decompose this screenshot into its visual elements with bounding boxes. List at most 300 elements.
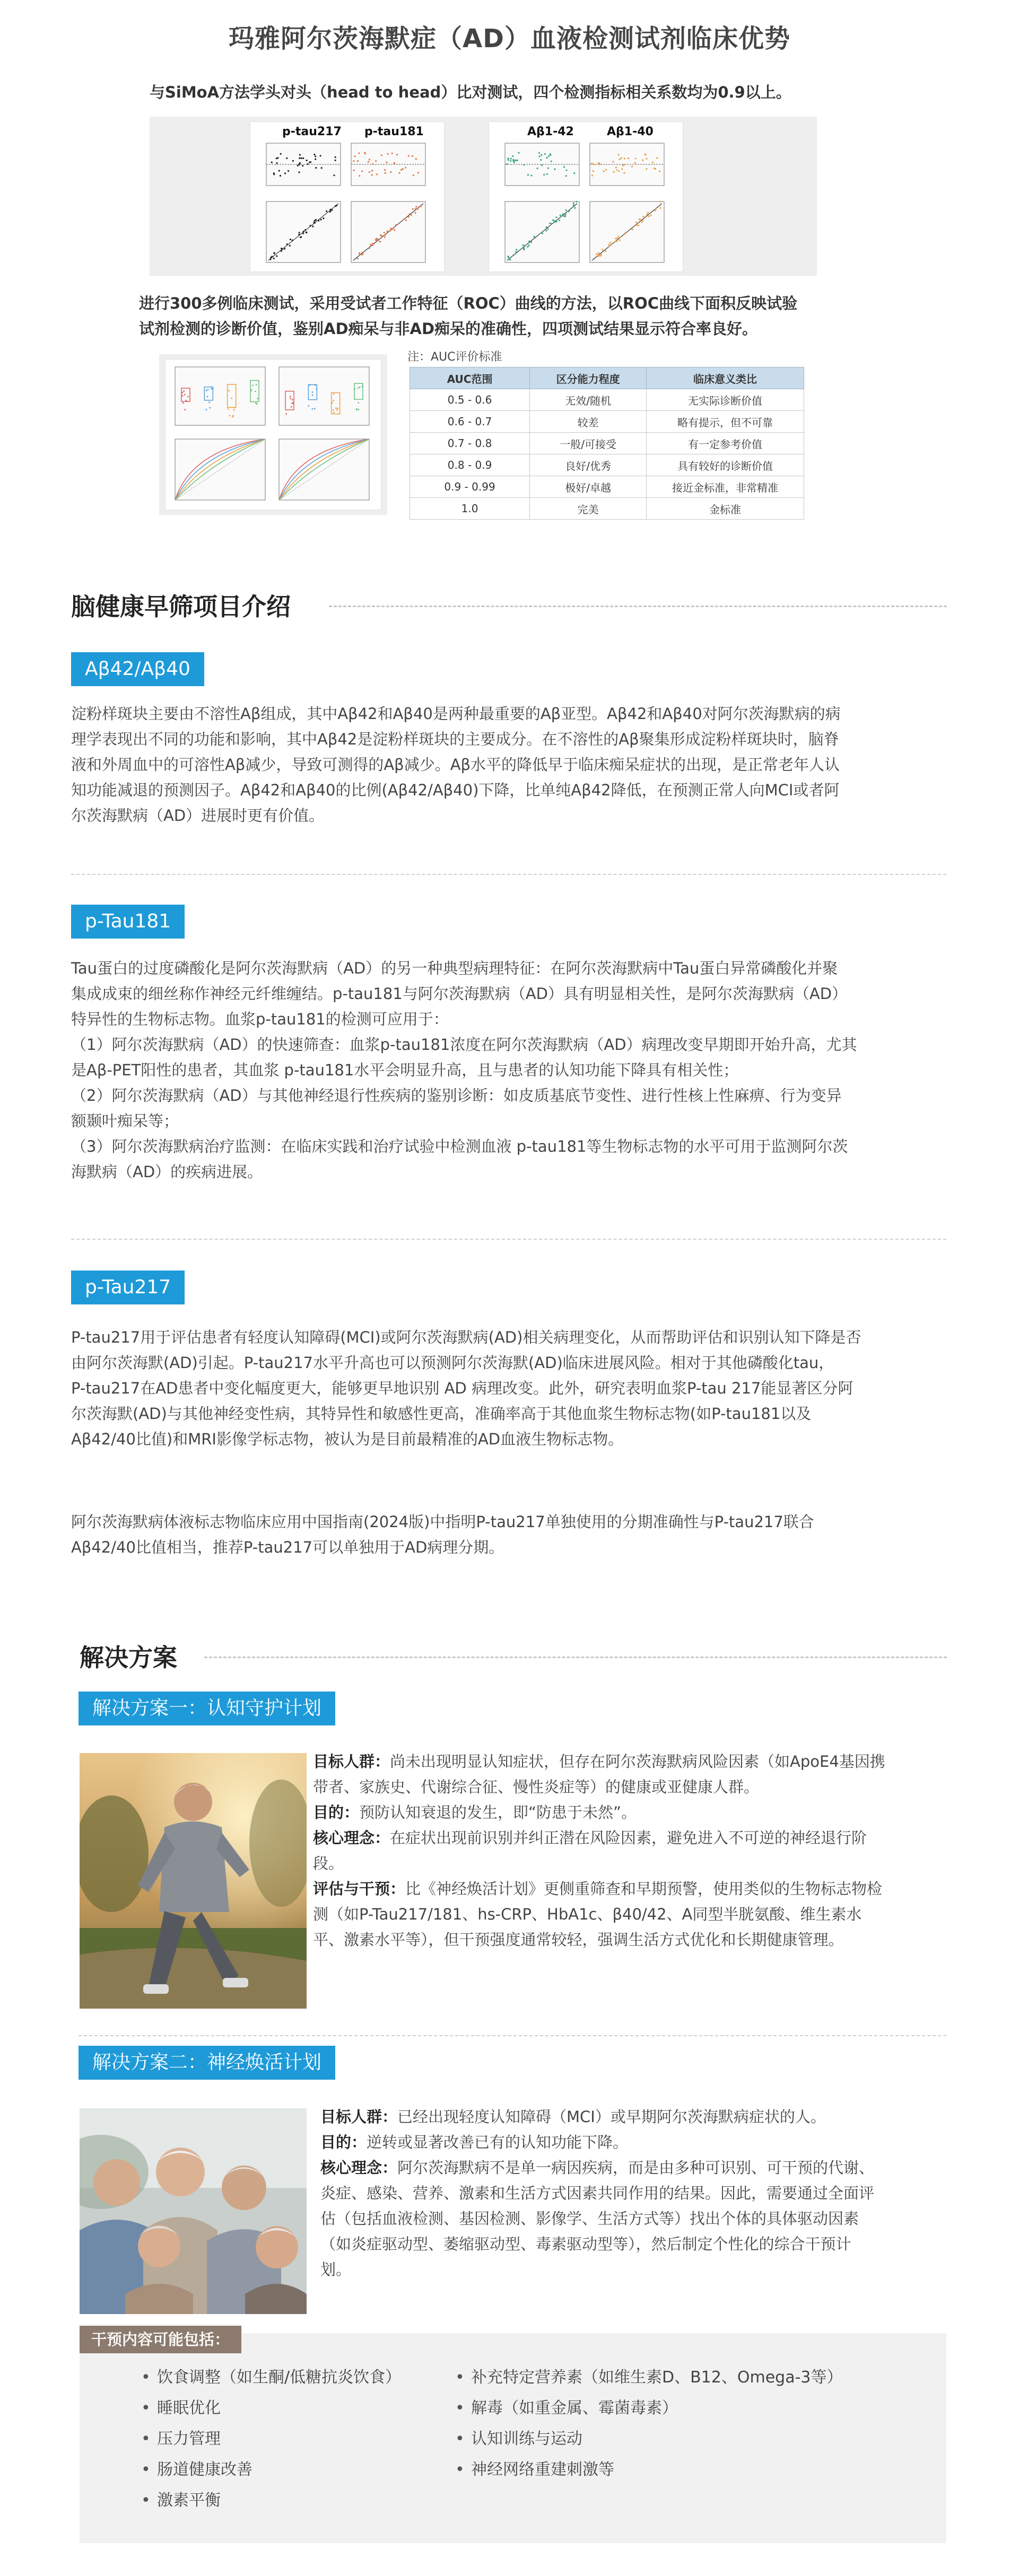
plot-point (623, 172, 625, 173)
plot-point (308, 405, 309, 407)
ptau217-guideline-line: Aβ42/40比值相当，推荐P-tau217可以单独用于AD病理分期。 (71, 1538, 504, 1556)
solution-1-value: 在症状出现前识别并纠正潜在风险因素，避免进入不可逆的神经退行阶 (390, 1829, 867, 1847)
plot-point (655, 168, 656, 170)
plot-point (647, 212, 649, 213)
plot-point (600, 254, 602, 256)
auc-table-cell: 有一定参考价值 (647, 433, 804, 454)
plot-point (353, 170, 355, 171)
plot-point (554, 169, 555, 170)
plot-point (353, 160, 354, 162)
plot-point (415, 158, 417, 160)
solution-1-line (313, 1825, 955, 1851)
plot-point (516, 249, 517, 250)
auc-table-cell: 金标准 (647, 498, 804, 520)
plot-point (402, 168, 404, 170)
plot-point (315, 155, 316, 157)
plot-point (354, 388, 355, 390)
plot-point (614, 241, 616, 242)
plot-point (369, 159, 370, 160)
intervention-item: • 神经网络重建刺激等 (471, 2457, 614, 2483)
plot-point (372, 163, 373, 165)
plot-point (551, 223, 552, 224)
intro-roc-line2: 试剂检测的诊断价值，鉴别AD痴呆与非AD痴呆的准确性，四项测试结果显示符合率良好。 (139, 320, 758, 338)
plot-point (297, 165, 299, 167)
plot-point (391, 229, 393, 230)
auc-table-cell: 较差 (530, 411, 647, 433)
plot-point (593, 163, 595, 165)
ptau217-line: 由阿尔茨海默(AD)引起。P-tau217水平升高也可以预测阿尔茨海默(AD)临床进展风险。相对于其他磷酸化tau， (71, 1354, 834, 1372)
plot-point (290, 398, 292, 399)
plot-point (517, 160, 518, 161)
plot-point (309, 225, 311, 226)
divider (71, 1239, 946, 1240)
intervention-item: • 补充特定营养素（如维生素D、B12、Omega-3等） (471, 2365, 843, 2390)
plot-point (513, 162, 515, 163)
plot-point (306, 232, 307, 233)
auc-table-row (410, 389, 804, 411)
plot-point (335, 156, 336, 158)
page-title: 玛雅阿尔茨海默症（AD）血液检测试剂临床优势 (229, 24, 790, 54)
solution-1-line (313, 1851, 955, 1876)
plot-point (329, 211, 331, 213)
plot-point (368, 161, 369, 163)
plot-point (183, 390, 185, 392)
solution-2-text (320, 2104, 952, 2282)
plot-point (546, 173, 548, 175)
correlation-figure (150, 117, 817, 276)
intervention-item: • 肠道健康改善 (157, 2457, 252, 2483)
plot-point (276, 255, 277, 257)
plot-point (650, 215, 651, 216)
plot-point (576, 201, 577, 203)
plot-point (292, 240, 293, 241)
plot-point (371, 170, 373, 171)
plot-point (410, 214, 412, 216)
plot-point (415, 208, 416, 209)
plot-point (573, 204, 574, 206)
plot-point (315, 159, 316, 160)
solution-1-value: 预防认知衰退的发生，即“防患于未然”。 (359, 1803, 637, 1821)
plot-point (292, 160, 294, 162)
intervention-item: • 解毒（如重金属、霉菌毒素） (471, 2396, 678, 2421)
plot-point (642, 216, 644, 217)
intervention-item: • 激素平衡 (157, 2488, 221, 2513)
plot-point (616, 240, 617, 242)
plot-point (628, 157, 629, 159)
plot-point (399, 172, 400, 174)
plot-point (534, 236, 535, 238)
auc-table-cell: 无效/随机 (530, 389, 647, 411)
plot-point (184, 394, 186, 396)
plot-point (207, 396, 208, 398)
ptau181-line: 是Aβ-PET阳性的患者，其血浆 p-tau181水平会明显升高，且与患者的认知功能下降具有相关性； (71, 1061, 739, 1079)
plot-point (315, 384, 316, 386)
plot-point (361, 252, 363, 253)
plot-point (613, 171, 615, 172)
plot-point (611, 244, 612, 246)
plot-point (390, 171, 391, 173)
intervention-item: • 认知训练与运动 (471, 2426, 582, 2452)
plot-point (356, 409, 358, 410)
solution-2-value: （如炎症驱动型、萎缩驱动型、毒素驱动型等），然后制定个性化的综合干预计 (320, 2235, 851, 2253)
plot-point (391, 152, 393, 154)
plot-point (358, 409, 359, 410)
plot-point (634, 162, 636, 163)
plot-point (660, 201, 661, 203)
solution-1-line (313, 1876, 955, 1902)
plot-point (414, 212, 416, 214)
plot-point (417, 208, 419, 209)
plot-point (257, 398, 258, 399)
solution-2-label: 核心理念： (320, 2159, 398, 2177)
plot-point (621, 168, 623, 170)
plot-point (591, 162, 593, 164)
solution-2-line (320, 2130, 952, 2155)
plot-point (252, 385, 254, 387)
ptau217-line: P-tau217在AD患者中变化幅度更大，能够更早地识别 AD 病理改变。此外，研究表明血浆P-tau 217能显著区分阿 (71, 1379, 853, 1397)
plot-point (417, 172, 419, 173)
plot-point (617, 236, 619, 238)
ptau181-line: （2）阿尔茨海默病（AD）与其他神经退行性疾病的鉴别诊断：如皮质基底节变性、进行性核上性麻痹、行为变异 (71, 1087, 842, 1105)
abeta-line: 淀粉样斑块主要由不溶性Aβ组成，其中Aβ42和Aβ40是两种最重要的Aβ亚型。Aβ42和Aβ40对阿尔茨海默病的病 (71, 705, 841, 723)
plot-point (332, 402, 333, 404)
plot-point (187, 396, 189, 397)
plot-point (543, 174, 545, 176)
plot-point (635, 157, 637, 159)
plot-point (333, 409, 334, 411)
section-heading-solutions: 解决方案 (80, 1643, 177, 1672)
plot-point (394, 229, 395, 231)
plot-point (381, 154, 382, 156)
plot-point (181, 392, 183, 393)
auc-table-row (410, 476, 804, 498)
plot-point (655, 209, 656, 211)
plot-point (641, 222, 643, 223)
plot-point (542, 232, 543, 234)
plot-point (284, 172, 286, 174)
plot-point (207, 389, 209, 391)
plot-point (315, 219, 317, 221)
intervention-item: • 压力管理 (157, 2426, 221, 2452)
plot-point (376, 173, 378, 175)
plot-point (547, 167, 549, 169)
plot-point (334, 160, 336, 161)
solution-1-line (313, 1927, 955, 1952)
plot-point (591, 174, 593, 176)
plot-point (513, 254, 515, 256)
auc-table-cell: 良好/优秀 (530, 454, 647, 476)
plot-point (384, 169, 386, 171)
solution-1-label: 目的： (313, 1803, 360, 1821)
auc-header-range: AUC范围 (410, 367, 530, 389)
plot-point (318, 220, 319, 221)
plot-title-abeta42: Aβ1-42 (527, 125, 574, 138)
plot-point (608, 243, 609, 245)
plot-point (229, 415, 231, 416)
plot-point (622, 165, 624, 167)
plot-point (648, 216, 649, 217)
auc-table (410, 367, 804, 520)
plot-point (362, 253, 363, 255)
intro-roc (139, 291, 797, 341)
plot-point (545, 230, 547, 231)
divider (79, 2035, 946, 2036)
plot-point (232, 416, 233, 418)
plot-point (337, 408, 339, 409)
plot-point (316, 389, 318, 390)
plot-point (389, 230, 391, 231)
plot-point (307, 163, 308, 165)
solution-1-line (313, 1774, 955, 1800)
plot-point (289, 245, 291, 247)
plot-point (562, 213, 564, 215)
ptau217-guideline-paragraph (71, 1509, 962, 1560)
plot-point (405, 220, 407, 221)
plot-point (638, 224, 639, 226)
plot-point (303, 231, 304, 232)
auc-table-cell: 0.7 - 0.8 (410, 433, 530, 454)
ptau181-paragraph (71, 956, 962, 1185)
plot-point (618, 154, 620, 155)
plot-point (510, 158, 512, 160)
plot-point (420, 206, 421, 207)
plot-point (335, 407, 337, 409)
plot-point (555, 216, 557, 218)
plot-point (330, 209, 332, 211)
plot-point (372, 243, 373, 244)
divider (71, 874, 946, 875)
plot-point (602, 249, 603, 251)
plot-point (524, 245, 526, 247)
plot-point (573, 172, 575, 174)
plot-point (514, 160, 516, 161)
plot-point (565, 175, 567, 177)
plot-point (312, 225, 313, 227)
auc-table-cell: 略有提示，但不可靠 (647, 411, 804, 433)
plot-point (540, 159, 542, 161)
plot-point (302, 165, 303, 167)
plot-point (408, 216, 410, 217)
plot-point (386, 231, 388, 232)
tag-solution-1: 解决方案一：认知守护计划 (79, 1692, 335, 1725)
plot-point (518, 152, 519, 154)
plot-title-ptau181: p-tau181 (364, 125, 424, 138)
plot-point (205, 390, 207, 391)
plot-point (323, 217, 324, 219)
plot-point (270, 257, 272, 258)
ptau-correlation-panel (250, 122, 444, 271)
plot-point (285, 413, 287, 415)
plot-point (550, 153, 551, 155)
plot-point (359, 387, 361, 388)
auc-table-cell: 0.9 - 0.99 (410, 476, 530, 498)
plot-point (400, 169, 402, 171)
plot-point (372, 244, 373, 246)
plot-point (251, 389, 252, 391)
plot-point (273, 258, 275, 259)
plot-point (574, 207, 576, 209)
plot-point (335, 205, 336, 207)
auc-table-row (410, 433, 804, 454)
solution-1-value: 比《神经焕活计划》更侧重筛查和早期预警，使用类似的生物标志物检 (405, 1880, 883, 1898)
plot-point (642, 220, 643, 221)
ptau181-line: 海默病（AD）的疾病进展。 (71, 1163, 263, 1181)
plot-point (548, 155, 550, 157)
plot-point (646, 214, 648, 215)
plot-point (273, 173, 275, 175)
plot-point (298, 234, 300, 235)
solution-2-value: 炎症、感染、营养、激素和生活方式因素共同作用的结果。因此，需要通过全面评 (320, 2184, 875, 2202)
plot-point (624, 157, 625, 159)
plot-point (560, 215, 561, 216)
plot-point (528, 240, 530, 242)
plot-point (523, 164, 525, 165)
plot-point (563, 166, 565, 168)
ptau217-line: Aβ42/40比值)和MRI影像学标志物，被认为是目前最精准的AD血液生物标志物。 (71, 1430, 624, 1448)
plot-title-abeta40: Aβ1-40 (607, 125, 654, 138)
solution-2-label: 目标人群： (320, 2108, 398, 2126)
solution-1-line (313, 1902, 955, 1927)
plot-point (357, 160, 359, 162)
plot-point (228, 390, 230, 391)
plot-point (530, 241, 532, 243)
plot-point (278, 170, 280, 171)
plot-point (408, 213, 410, 215)
plot-point (642, 159, 643, 161)
abeta-line: 知功能减退的预测因子。Aβ42和Aβ40的比例(Aβ42/Aβ40)下降，比单纯Aβ42降低，在预测正常人向MCI或者阿 (71, 781, 840, 799)
solution-2-line (320, 2180, 952, 2206)
plot-point (288, 170, 289, 172)
plot-point (212, 388, 213, 390)
plot-point (298, 171, 300, 173)
plot-point (635, 224, 637, 226)
plot-point (299, 232, 300, 233)
plot-point (528, 244, 530, 246)
plot-point (321, 167, 323, 169)
plot-point (185, 400, 187, 401)
plot-point (619, 239, 621, 241)
auc-table-cell: 完美 (530, 498, 647, 520)
plot-point (361, 386, 363, 388)
section-divider (204, 1657, 947, 1658)
plot-point (546, 157, 548, 159)
plot-point (538, 152, 540, 154)
plot-point (631, 165, 633, 167)
plot-point (311, 408, 313, 410)
ptau217-guideline-line: 阿尔茨海默病体液标志物临床应用中国指南(2024版)中指明P-tau217单独使用的分期准确性与P-tau217联合 (71, 1513, 814, 1531)
plot-point (563, 215, 564, 217)
section-divider (329, 606, 947, 607)
solution-1-value: 尚未出现明显认知症状，但存在阿尔茨海默病风险因素（如ApoE4基因携 (390, 1753, 885, 1771)
plot-point (300, 236, 302, 238)
plot-point (361, 170, 363, 172)
plot-point (292, 403, 293, 405)
plot-frame (175, 367, 265, 425)
plot-point (284, 248, 285, 249)
plot-point (375, 160, 377, 162)
plot-point (659, 207, 661, 209)
plot-point (408, 155, 410, 156)
ptau217-line: 尔茨海默(AD)与其他神经变性病，其特异性和敏感性更高，准确率高于其他血浆生物标志物(如P-tau181以及 (71, 1405, 812, 1423)
plot-point (507, 157, 509, 159)
plot-point (315, 167, 317, 169)
plot-point (359, 175, 360, 177)
solution-1-value: 测（如P-Tau217/181、hs-CRP、HbA1c、β40/42、A同型半胱氨酸、维生素水 (313, 1905, 862, 1923)
plot-point (369, 247, 370, 249)
plot-point (609, 242, 611, 243)
solution-2-value: 阿尔茨海默病不是单一病因疾病，而是由多种可识别、可干预的代谢、 (397, 2159, 875, 2177)
plot-point (507, 256, 509, 257)
plot-point (394, 163, 395, 164)
plot-point (656, 157, 658, 159)
plot-point (603, 170, 605, 172)
intervention-label: 干预内容可能包括： (80, 2326, 241, 2353)
plot-point (573, 203, 574, 204)
roc-panel (166, 360, 381, 510)
plot-point (551, 161, 552, 162)
auc-table-cell: 无实际诊断价值 (647, 389, 804, 411)
auc-table-cell: 0.8 - 0.9 (410, 454, 530, 476)
auc-table-cell: 一般/可接受 (530, 433, 647, 454)
plot-point (608, 246, 610, 247)
solution-2-line (320, 2206, 952, 2231)
plot-point (364, 152, 365, 153)
plot-point (547, 228, 548, 230)
plot-point (182, 395, 184, 397)
plot-point (646, 168, 647, 170)
plot-point (299, 154, 301, 155)
plot-point (313, 154, 315, 155)
plot-point (184, 409, 186, 410)
plot-point (619, 159, 621, 160)
ptau181-line: （1）阿尔茨海默病（AD）的快速筛查：血浆p-tau181浓度在阿尔茨海默病（AD）病理改变早期即开始升高，尤其 (71, 1036, 857, 1054)
plot-point (256, 384, 257, 385)
ptau181-line: 特异性的生物标志物。血浆p-tau181的检测可应用于： (71, 1010, 449, 1028)
plot-point (320, 218, 321, 220)
auc-table-cell: 极好/卓越 (530, 476, 647, 498)
plot-point (386, 162, 388, 163)
plot-point (358, 388, 359, 389)
solution-2-line (320, 2155, 952, 2180)
plot-point (404, 218, 405, 220)
plot-point (544, 153, 546, 155)
plot-point (271, 162, 273, 163)
plot-point (269, 258, 271, 260)
ptau181-line: Tau蛋白的过度磷酸化是阿尔茨海默病（AD）的另一种典型病理特征：在阿尔茨海默病中Tau蛋白异常磷酸化并聚 (71, 959, 838, 977)
plot-point (554, 221, 556, 223)
plot-point (369, 171, 370, 173)
solution-1-label: 目标人群： (313, 1753, 390, 1771)
plot-point (395, 224, 397, 226)
plot-point (631, 229, 633, 230)
plot-point (412, 155, 413, 157)
solution-2-value: 逆转或显著改善已有的认知功能下降。 (367, 2133, 629, 2151)
plot-point (233, 409, 235, 411)
plot-point (333, 393, 335, 395)
plot-point (310, 161, 311, 163)
plot-point (510, 160, 511, 162)
plot-point (233, 407, 235, 408)
plot-point (282, 248, 283, 250)
plot-point (301, 157, 302, 159)
plot-point (655, 208, 657, 209)
plot-point (299, 157, 300, 159)
plot-point (276, 157, 277, 159)
plot-point (522, 244, 524, 246)
plot-point (313, 222, 315, 223)
plot-point (536, 168, 538, 169)
plot-point (299, 162, 301, 164)
